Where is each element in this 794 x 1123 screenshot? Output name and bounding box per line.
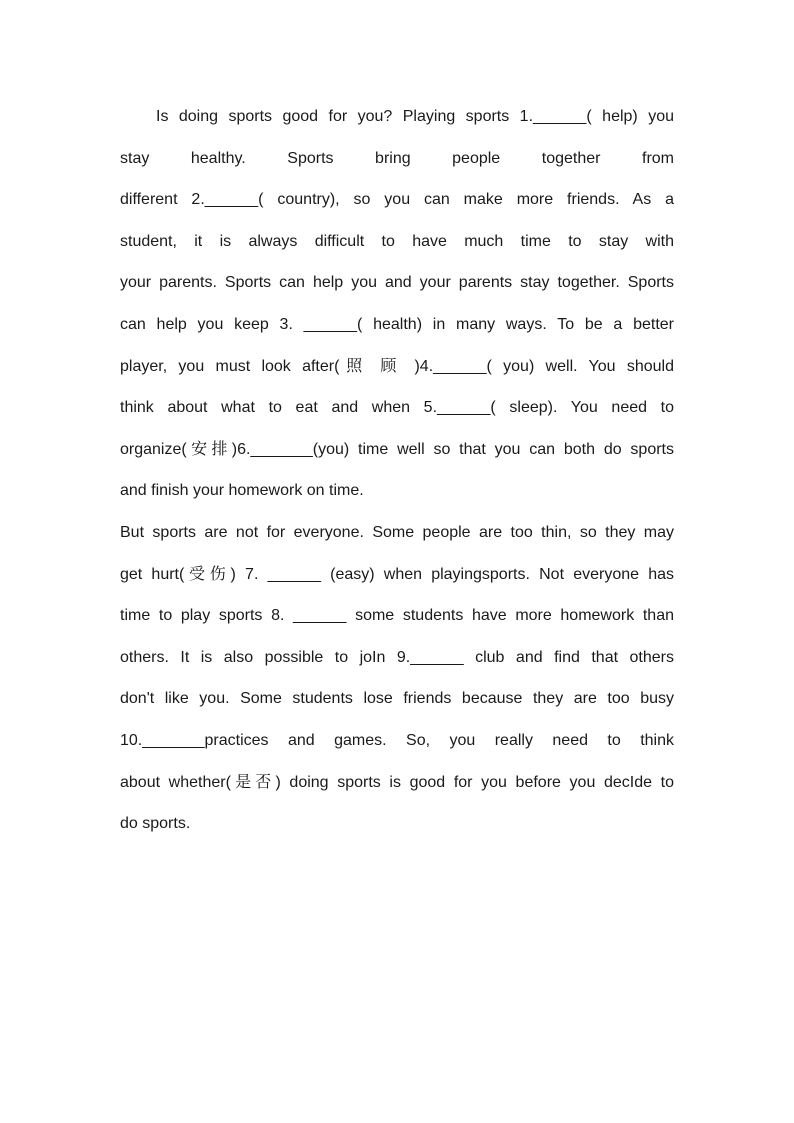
text-line: don't like you. Some students lose friends because they are too busy xyxy=(120,690,674,708)
text-line: and finish your homework on time. xyxy=(120,482,364,500)
text-line: do sports. xyxy=(120,815,191,833)
passage-text xyxy=(120,96,674,845)
text-line: can help you keep 3. ______( health) in many ways. To be a better xyxy=(120,315,674,333)
text-line: your parents. Sports can help you and your parents stay together. Sports xyxy=(120,274,674,292)
text-line: think about what to eat and when 5.______( sleep). You need to xyxy=(120,399,674,417)
text-line: about whether(是否) doing sports is good for you before you decIde to xyxy=(120,773,674,791)
text-line: get hurt(受伤) 7. ______ (easy) when playingsports. Not everyone has xyxy=(120,565,674,583)
text-line: time to play sports 8. ______ some students have more homework than xyxy=(120,607,674,625)
text-line: different 2.______( country), so you can make more friends. As a xyxy=(120,191,674,209)
text-line: But sports are not for everyone. Some people are too thin, so they may xyxy=(120,523,674,541)
text-line: organize(安排)6._______(you) time well so that you can both do sports xyxy=(120,440,674,458)
text-line: Is doing sports good for you? Playing sports 1.______( help) you xyxy=(156,108,674,125)
text-line: 10._______practices and games. So, you really need to think xyxy=(120,731,674,749)
text-line: stay healthy. Sports bring people together from xyxy=(120,149,674,167)
text-line: player, you must look after(照 顾 )4.______( you) well. You should xyxy=(120,357,674,375)
text-line: student, it is always difficult to have much time to stay with xyxy=(120,232,674,250)
text-line: others. It is also possible to joIn 9.______ club and find that others xyxy=(120,648,674,666)
